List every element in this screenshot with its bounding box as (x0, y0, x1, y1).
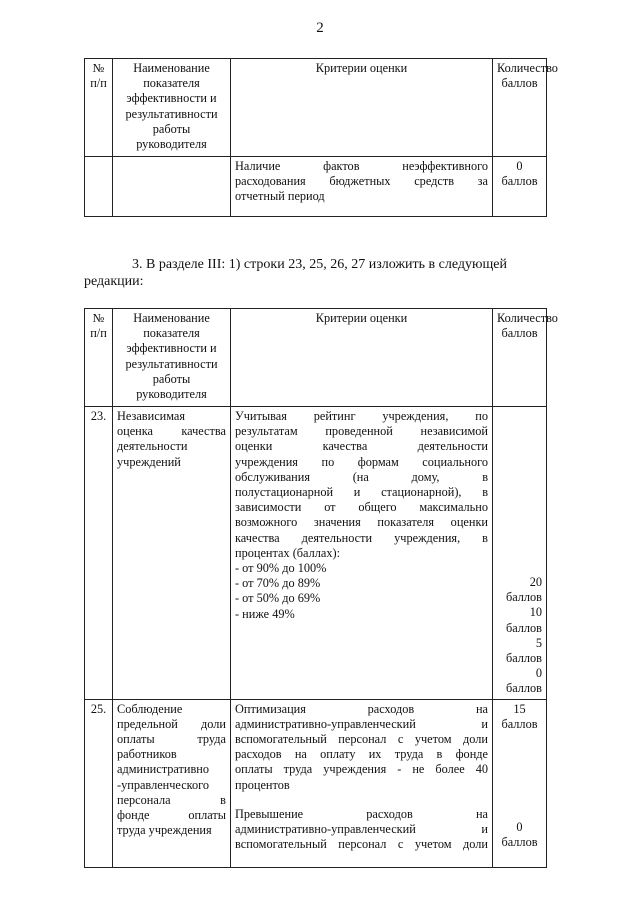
name-line: Соблюдение (117, 701, 183, 716)
criteria-line: расходов на оплату их труда в фонде (235, 747, 488, 762)
row-name-cell (113, 407, 231, 700)
row-criteria-cell (231, 157, 493, 217)
range-item: - от 90% до 100% (235, 561, 327, 576)
criteria-line: вспомогательный персонал с учетом доли (235, 732, 488, 747)
row-num: 25. (85, 699, 113, 867)
criteria-line: оценки качества деятельности (235, 439, 488, 454)
name-line: Независимая (117, 409, 186, 423)
criteria-line: обслуживания (на дому, в (235, 469, 488, 484)
name-line: -управленческого (117, 777, 210, 792)
criteria-table-continuation (84, 58, 558, 217)
criteria-line: результатам проведенной независимой (235, 424, 488, 439)
criteria-line: оплаты труда учреждения - не более 40 (235, 762, 488, 777)
name-line: оплаты труда (117, 732, 226, 747)
block-points: 0 баллов (501, 820, 538, 850)
header-points: Количество баллов (493, 59, 547, 157)
header-indicator-name: Наименование показателя эффективности и результативности работы руководителя (113, 309, 231, 407)
criteria-line: качества деятельности учреждения, в (235, 530, 488, 545)
name-line: персонала в (117, 792, 226, 807)
row-name-cell (113, 699, 231, 867)
table-row (85, 157, 547, 217)
block-points: 15 баллов (501, 701, 538, 731)
row-num: 23. (85, 407, 113, 700)
criteria-line: Превышение расходов на (235, 806, 488, 821)
name-line: работников (117, 747, 177, 762)
criteria-line: процентов (235, 777, 290, 792)
name-line: административно (117, 762, 209, 777)
criteria-line: вспомогательный персонал с учетом доли (235, 837, 488, 852)
header-criteria: Критерии оценки (231, 59, 493, 157)
range-item: - от 70% до 89% (235, 576, 321, 591)
criteria-line: отчетный период (235, 189, 325, 204)
criteria-line: административно-управленческий и (235, 822, 488, 837)
criteria-line: административно-управленческий и (235, 716, 488, 731)
row-criteria-cell (231, 699, 493, 867)
criteria-line: полустационарной и стационарной), в (235, 485, 488, 500)
criteria-line: учреждения по формам социального (235, 454, 488, 469)
header-criteria: Критерии оценки (231, 309, 493, 407)
table-header-row (85, 309, 547, 407)
header-num: № п/п (85, 309, 113, 407)
page-number: 2 (316, 20, 324, 36)
name-line: учреждений (117, 454, 181, 469)
header-num: № п/п (85, 59, 113, 157)
table-header-row (85, 59, 547, 157)
name-line: деятельности (117, 439, 188, 454)
row-points-cell (493, 699, 547, 867)
range-item: - от 50% до 69% (235, 591, 321, 606)
name-line: предельной доли (117, 716, 226, 731)
table-row-23 (85, 407, 547, 700)
paragraph-line: 3. В разделе III: 1) строки 23, 25, 26, 27 изложить в следующей (132, 257, 507, 272)
range-points: 10 баллов (505, 605, 542, 635)
name-line: оценка качества (117, 424, 226, 439)
row-num-cell (85, 157, 113, 217)
header-points: Количество баллов (493, 309, 547, 407)
criteria-line: процентах (баллах): (235, 545, 341, 560)
criteria-line: расходования бюджетных средств за (235, 174, 488, 189)
name-line: труда учреждения (117, 823, 212, 838)
range-points: 20 баллов (505, 575, 542, 605)
range-points: 5 баллов (505, 635, 542, 666)
row-name-cell (113, 157, 231, 217)
table-row-25 (85, 699, 547, 867)
range-points: 0 баллов (505, 666, 542, 696)
row-criteria-cell (231, 407, 493, 700)
criteria-line: зависимости от общего максимально (235, 500, 488, 515)
header-indicator-name: Наименование показателя эффективности и результативности работы руководителя (113, 59, 231, 157)
criteria-line: Наличие фактов неэффективного (235, 159, 488, 173)
name-line: фонде оплаты (117, 808, 226, 823)
criteria-line: Оптимизация расходов на (235, 701, 488, 716)
row-points-cell: 0 баллов (493, 157, 547, 217)
criteria-table (84, 308, 558, 868)
range-item: - ниже 49% (235, 606, 295, 621)
row-points-cell (493, 407, 547, 700)
criteria-line: Учитывая рейтинг учреждения, по (235, 409, 488, 423)
paragraph-line: редакции: (84, 274, 144, 289)
criteria-line: возможного значения показателя оценки (235, 515, 488, 530)
amendment-paragraph (84, 256, 546, 290)
